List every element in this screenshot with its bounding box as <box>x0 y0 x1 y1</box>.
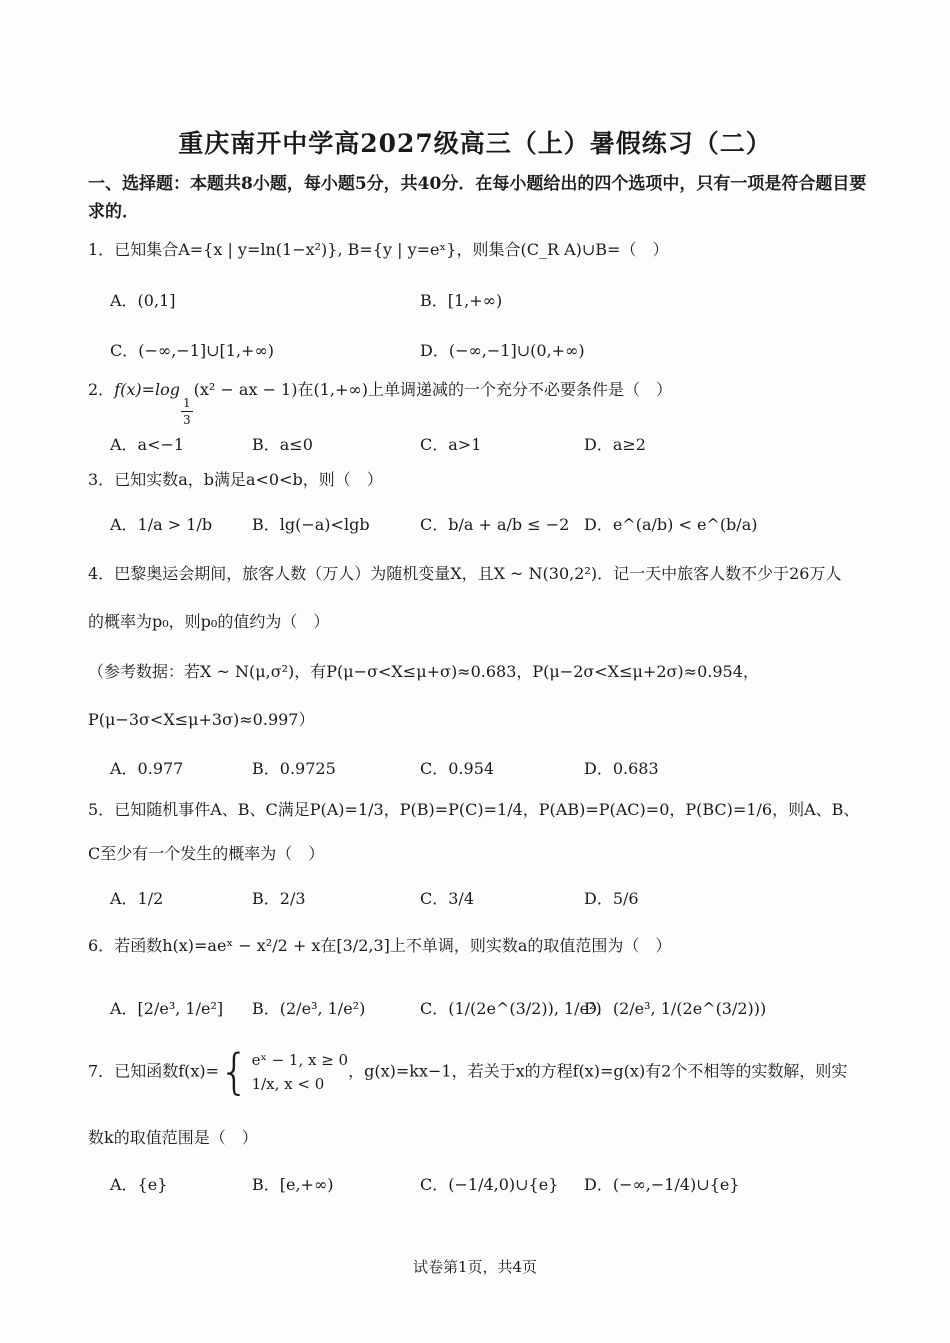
option-a: A．{e} <box>110 1175 168 1194</box>
piecewise-case-1: eˣ − 1, x ≥ 0 <box>251 1051 349 1069</box>
option-c: C．b/a + a/b ≤ −2 <box>420 515 570 534</box>
question-number: 4． <box>88 564 115 583</box>
option-d: D．5/6 <box>584 889 639 908</box>
question-number: 3． <box>88 470 115 489</box>
question-text: 巴黎奥运会期间，旅客人数（万人）为随机变量X，且X ~ N(30,2²)．记一天中旅客人数不少于26万人 <box>114 564 842 583</box>
question-number: 7． <box>88 1061 115 1081</box>
option-c: C．(1/(2e^(3/2)), 1/e²) <box>420 999 602 1018</box>
question-4-reference-line2: P(μ−3σ<X≤μ+3σ)≈0.997） <box>88 710 315 729</box>
question-text: f(x)=log <box>114 380 181 399</box>
option-b: B．[e,+∞) <box>252 1175 334 1194</box>
option-a: A．1/2 <box>110 889 164 908</box>
question-2-stem <box>88 378 868 428</box>
option-b: B．2/3 <box>252 889 306 908</box>
option-b: B．0.9725 <box>252 759 336 778</box>
option-a: A．(0,1] <box>110 291 176 310</box>
question-text: 若函数h(x)=aeˣ − x²/2 + x在[3/2,3]上不单调，则实数a的取值范围为（ ） <box>114 936 672 955</box>
option-a: A．1/a > 1/b <box>110 515 213 534</box>
option-a: A．a<−1 <box>110 435 185 454</box>
question-number: 1． <box>88 240 115 259</box>
section-heading: 一、选择题：本题共8小题，每小题5分，共40分．在每小题给出的四个选项中，只有一项是符合题目要求的． <box>88 174 867 222</box>
option-a: A．[2/e³, 1/e²] <box>110 999 224 1018</box>
option-c: C．(−∞,−1]∪[1,+∞) <box>110 341 275 360</box>
piecewise-brace: { <box>219 1044 250 1100</box>
option-b: B．lg(−a)<lgb <box>252 515 370 534</box>
question-text: ，g(x)=kx−1，若关于x的方程f(x)=g(x)有2个不相等的实数解，则实 <box>348 1061 848 1081</box>
option-c: C．3/4 <box>420 889 474 908</box>
question-number: 6． <box>88 936 115 955</box>
option-b: B．[1,+∞) <box>420 291 503 310</box>
question-4-stem-line1 <box>88 562 868 586</box>
question-text: (x² − ax − 1)在(1,+∞)上单调递减的一个充分不必要条件是（ ） <box>193 380 672 399</box>
option-d: D．a≥2 <box>584 435 646 454</box>
question-text: 已知函数f(x)= <box>114 1061 220 1081</box>
option-d: D．e^(a/b) < e^(b/a) <box>584 515 758 534</box>
option-a: A．0.977 <box>110 759 184 778</box>
question-5-stem-line1 <box>88 798 868 822</box>
question-number: 5． <box>88 800 115 819</box>
question-text: 已知实数a，b满足a<0<b，则（ ） <box>114 470 383 489</box>
option-d: D．(−∞,−1/4)∪{e} <box>584 1175 740 1194</box>
option-b: B．(2/e³, 1/e²) <box>252 999 366 1018</box>
option-c: C．a>1 <box>420 435 482 454</box>
piecewise-cases <box>252 1048 349 1096</box>
log-base-fraction: $\frac{1}{3}$ <box>183 396 191 427</box>
question-1-stem <box>88 238 868 262</box>
question-5-stem-line2: C至少有一个发生的概率为（ ） <box>88 844 325 863</box>
option-c: C．0.954 <box>420 759 495 778</box>
question-6-stem <box>88 934 868 958</box>
option-d: D．0.683 <box>584 759 659 778</box>
option-d: D．(2/e³, 1/(2e^(3/2))) <box>584 999 767 1018</box>
page-footer: 试卷第1页，共4页 <box>412 1258 538 1276</box>
question-number: 2． <box>88 380 115 399</box>
question-text: 已知随机事件A、B、C满足P(A)=1/3，P(B)=P(C)=1/4，P(AB)=P(AC)=0，P(BC)=1/6，则A、B、 <box>114 800 860 819</box>
page-title: 重庆南开中学高2027级高三（上）暑假练习（二） <box>178 129 772 158</box>
question-4-stem-line2: 的概率为p₀，则p₀的值约为（ ） <box>88 612 330 631</box>
option-b: B．a≤0 <box>252 435 313 454</box>
question-7-stem <box>88 1044 868 1100</box>
piecewise-case-2: 1/x, x < 0 <box>251 1075 325 1093</box>
question-7-stem-line2: 数k的取值范围是（ ） <box>88 1128 258 1147</box>
question-3-stem <box>88 468 868 492</box>
option-c: C．(−1/4,0)∪{e} <box>420 1175 559 1194</box>
question-4-reference-line1: （参考数据：若X ~ N(μ,σ²)，有P(μ−σ<X≤μ+σ)≈0.683，P(μ−2σ<X≤μ+2σ)≈0.954， <box>88 662 759 681</box>
question-text: 已知集合A={x | y=ln(1−x²)}, B={y | y=eˣ}，则集合(C_R A)∪B=（ ） <box>114 240 669 259</box>
option-d: D．(−∞,−1]∪(0,+∞) <box>420 341 585 360</box>
